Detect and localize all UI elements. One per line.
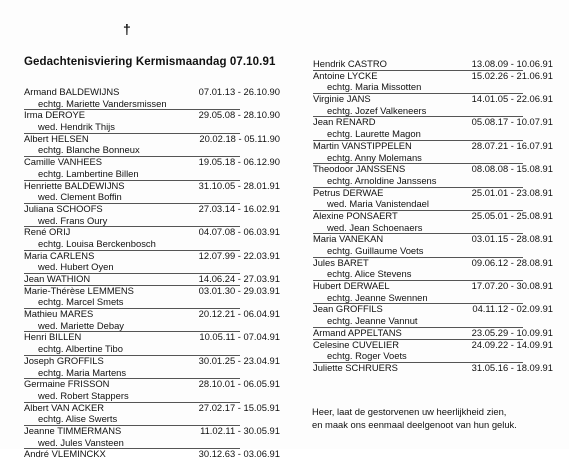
entry-main-row: [24, 331, 280, 343]
spouse-line: echtg. Jeanne Vannut: [327, 315, 418, 327]
spouse-line: wed. Hubert Oyen: [38, 261, 114, 273]
deceased-name: Jean RENARD: [313, 116, 376, 128]
deceased-name: Antoine LYCKE: [313, 69, 378, 81]
life-dates: 03.01.30 - 29.03.91: [198, 284, 280, 296]
deceased-name: Hendrik CASTRO: [313, 58, 387, 69]
memorial-entry: [313, 58, 553, 70]
spouse-line: echtg. Laurette Magon: [327, 128, 421, 140]
entry-main-row: [24, 86, 280, 98]
life-dates: 04.11.12 - 02.09.91: [472, 303, 553, 315]
deceased-name: Hubert DERWAEL: [313, 280, 390, 292]
memorial-entry: [24, 402, 280, 425]
life-dates: 09.06.12 - 28.08.91: [471, 256, 553, 268]
deceased-name: Juliana SCHOOFS: [24, 202, 103, 214]
memorial-entry: [24, 180, 280, 203]
spouse-line: echtg. Mariette Vandersmissen: [38, 97, 167, 109]
memorial-entry: [24, 273, 280, 285]
deceased-name: Virginie JANS: [313, 93, 371, 105]
spouse-line: echtg. Anny Molemans: [327, 151, 422, 163]
spouse-line: wed. Jean Schoenaers: [327, 221, 423, 233]
memorial-entry: [24, 250, 280, 273]
deceased-name: Juliette SCHRUERS: [313, 361, 398, 373]
life-dates: 03.01.15 - 28.08.91: [471, 233, 553, 245]
entry-main-row: [313, 327, 553, 339]
deceased-name: Joseph GROFFILS: [24, 354, 104, 366]
life-dates: 25.01.01 - 23.08.91: [471, 186, 553, 198]
life-dates: 31.05.16 - 18.09.91: [471, 361, 553, 373]
spouse-line: echtg. Lambertine Billen: [38, 167, 139, 179]
entry-main-row: [24, 448, 280, 460]
memorial-entry: [313, 257, 553, 280]
deceased-name: Maria CARLENS: [24, 249, 95, 261]
left-column: [24, 86, 280, 460]
memorial-entry: [24, 331, 280, 354]
life-dates: 20.12.21 - 06.04.91: [198, 308, 280, 320]
memorial-entry: [313, 280, 553, 303]
spouse-line: echtg. Maria Missotten: [327, 81, 422, 93]
life-dates: 25.05.01 - 25.08.91: [471, 209, 553, 221]
life-dates: 12.07.99 - 22.03.91: [198, 249, 280, 261]
deceased-name: Jeanne TIMMERMANS: [24, 424, 122, 436]
deceased-name: Maria VANEKAN: [313, 233, 384, 245]
entry-main-row: [313, 303, 553, 315]
life-dates: 13.08.09 - 10.06.91: [471, 58, 553, 69]
life-dates: 04.07.08 - 06.03.91: [198, 226, 280, 238]
life-dates: 17.07.20 - 30.08.91: [471, 280, 553, 292]
entry-main-row: [313, 257, 553, 269]
spouse-line: echtg. Jozef Valkeneers: [327, 104, 427, 116]
memorial-entry: [24, 448, 280, 460]
memorial-entry: [24, 425, 280, 448]
life-dates: 28.07.21 - 16.07.91: [471, 139, 553, 151]
memorial-entry: [313, 210, 553, 233]
spouse-line: wed. Maria Vanistendael: [327, 198, 429, 210]
life-dates: 29.05.08 - 28.10.90: [198, 109, 280, 121]
entry-main-row: [24, 355, 280, 367]
entry-main-row: [24, 378, 280, 390]
life-dates: 08.08.08 - 15.08.91: [471, 163, 553, 175]
memorial-entry: [24, 156, 280, 179]
life-dates: 19.05.18 - 06.12.90: [198, 156, 280, 168]
entry-main-row: [313, 163, 553, 175]
entry-main-row: [24, 203, 280, 215]
life-dates: 14.01.05 - 22.06.91: [471, 93, 553, 105]
deceased-name: Mathieu MARES: [24, 308, 94, 320]
memorial-entry: [313, 140, 553, 163]
entry-main-row: [24, 273, 280, 285]
spouse-line: wed. Frans Oury: [38, 214, 108, 226]
deceased-name: Camille VANHEES: [24, 156, 102, 168]
deceased-name: Theodoor JANSSENS: [313, 163, 406, 175]
entry-main-row: [313, 210, 553, 222]
entry-main-row: [313, 58, 553, 70]
entry-main-row: [313, 70, 553, 82]
spouse-line: echtg. Maria Martens: [38, 366, 127, 378]
entry-main-row: [313, 93, 553, 105]
entry-main-row: [24, 133, 280, 145]
memorial-entry: [313, 303, 553, 326]
deceased-name: Henriette BALDEWIJNS: [24, 179, 125, 191]
spouse-line: echtg. Roger Voets: [327, 350, 407, 362]
prayer-line-1: Heer, laat de gestorvenen uw heerlijkheid zien,: [312, 406, 507, 417]
deceased-name: Jean WATHION: [24, 273, 91, 284]
spouse-line: echtg. Jeanne Swennen: [327, 291, 428, 303]
deceased-name: Jules BARET: [313, 256, 369, 268]
deceased-name: Celesine CUVELIER: [313, 338, 399, 350]
memorial-entry: [24, 285, 280, 308]
deceased-name: André VLEMINCKX: [24, 448, 106, 460]
entry-main-row: [24, 308, 280, 320]
page-title: Gedachtenisviering Kermismaandag 07.10.91: [24, 56, 276, 68]
life-dates: 20.02.18 - 05.11.90: [199, 132, 280, 144]
life-dates: 11.02.11 - 30.05.91: [200, 424, 280, 436]
deceased-name: Armand BALDEWIJNS: [24, 86, 120, 97]
spouse-line: echtg. Guillaume Voets: [327, 245, 424, 256]
life-dates: 15.02.26 - 21.06.91: [471, 69, 553, 81]
memorial-entry: [313, 116, 553, 139]
spouse-line: echtg. Blanche Bonneux: [38, 144, 140, 156]
life-dates: 27.02.17 - 15.05.91: [198, 401, 280, 413]
life-dates: 05.08.17 - 10.07.91: [471, 116, 553, 128]
entry-main-row: [24, 425, 280, 437]
life-dates: 28.10.01 - 06.05.91: [198, 378, 280, 390]
memorial-entry: [24, 378, 280, 401]
memorial-entry: [24, 308, 280, 331]
deceased-name: Petrus DERWAE: [313, 186, 384, 198]
memorial-entry: [313, 233, 553, 256]
memorial-entry: [24, 86, 280, 109]
life-dates: 14.06.24 - 27.03.91: [198, 273, 280, 284]
deceased-name: Armand APPELTANS: [313, 326, 402, 338]
memorial-entry: [313, 187, 553, 210]
memorial-entry: [24, 203, 280, 226]
entry-main-row: [313, 187, 553, 199]
deceased-name: Albert VAN ACKER: [24, 401, 105, 413]
memorial-entry: [24, 109, 280, 132]
spouse-line: wed. Jules Vansteen: [38, 436, 124, 448]
cross-icon: †: [123, 21, 131, 37]
closing-prayer: [312, 405, 557, 431]
spouse-line: wed. Hendrik Thijs: [38, 121, 115, 133]
entry-main-row: [313, 140, 553, 152]
deceased-name: Alexine PONSAERT: [313, 209, 398, 221]
deceased-name: Germaine FRISSON: [24, 378, 110, 390]
spouse-line: echtg. Alise Swerts: [38, 413, 118, 425]
spouse-line: echtg. Marcel Smets: [38, 296, 124, 308]
deceased-name: Marie-Thérèse LEMMENS: [24, 284, 134, 296]
spouse-line: echtg. Albertine Tibo: [38, 343, 123, 355]
entry-main-row: [24, 250, 280, 262]
deceased-name: Martin VANSTIPPELEN: [313, 139, 412, 151]
spouse-line: wed. Robert Stappers: [38, 389, 129, 401]
entry-main-row: [24, 180, 280, 192]
spouse-line: echtg. Arnoldine Janssens: [327, 174, 437, 186]
entry-main-row: [313, 116, 553, 128]
memorial-entry: [313, 327, 553, 339]
entry-main-row: [24, 156, 280, 168]
entry-main-row: [313, 280, 553, 292]
prayer-line-2: en maak ons eenmaal deelgenoot van hun geluk.: [312, 419, 517, 430]
memorial-entry: [24, 133, 280, 156]
life-dates: 10.05.11 - 07.04.91: [199, 331, 280, 343]
life-dates: 24.09.22 - 14.09.91: [471, 338, 553, 350]
life-dates: 07.01.13 - 26.10.90: [198, 86, 280, 97]
memorial-entry: [24, 355, 280, 378]
deceased-name: Albert HELSEN: [24, 132, 89, 144]
entry-main-row: [24, 226, 280, 238]
life-dates: 30.12.63 - 03.06.91: [198, 448, 280, 460]
memorial-entry: [313, 93, 553, 116]
spouse-line: echtg. Louisa Berckenbosch: [38, 237, 156, 249]
spouse-line: echtg. Alice Stevens: [327, 268, 412, 280]
right-column: [313, 58, 553, 374]
entry-main-row: [313, 362, 553, 374]
spouse-line: wed. Clement Boffin: [38, 191, 122, 203]
entry-main-row: [24, 402, 280, 414]
life-dates: 27.03.14 - 16.02.91: [198, 202, 280, 214]
entry-main-row: [313, 233, 553, 245]
deceased-name: Jean GROFFILS: [313, 303, 383, 315]
life-dates: 30.01.25 - 23.04.91: [198, 354, 280, 366]
memorial-entry: [313, 163, 553, 186]
deceased-name: Irma DEROYE: [24, 109, 85, 121]
life-dates: 23.05.29 - 10.09.91: [471, 326, 553, 338]
entry-main-row: [313, 339, 553, 351]
memorial-entry: [313, 70, 553, 93]
spouse-line: wed. Mariette Debay: [38, 319, 124, 331]
entry-main-row: [24, 285, 280, 297]
memorial-entry: [24, 226, 280, 249]
memorial-entry: [313, 362, 553, 374]
deceased-name: Henri BILLEN: [24, 331, 82, 343]
life-dates: 31.10.05 - 28.01.91: [198, 179, 280, 191]
deceased-name: René ORIJ: [24, 226, 71, 238]
memorial-entry: [313, 339, 553, 362]
entry-main-row: [24, 109, 280, 121]
